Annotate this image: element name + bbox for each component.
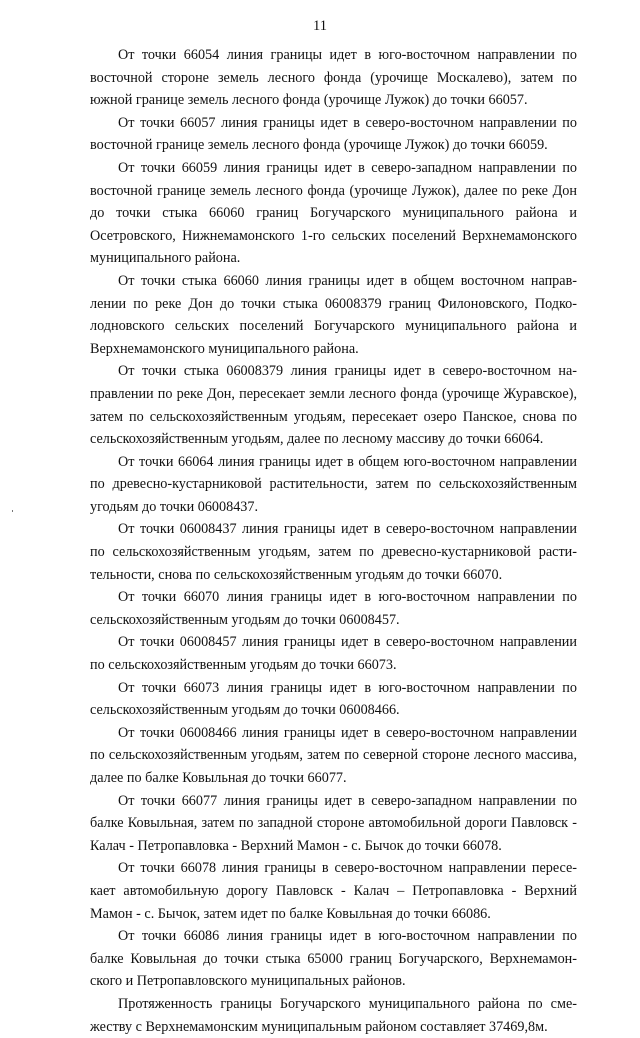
paragraph-point-66064: От точки 66064 линия границы идет в общем юго-восточном направлении по древесно-кустарниковой растительности, затем по сельскохозяйственным угодьям до точки 06008437. <box>90 453 577 515</box>
paragraph-point-06008457: От точки 06008457 линия границы идет в северо-восточном направлении по сельскохозяйственным угодьям до точки 66073. <box>90 634 577 674</box>
paragraph-junction-06008379: От точки стыка 06008379 линия границы идет в северо-восточном направлении по реке Дон, пересекает земли лесного фонда (урочище Журавское), затем по сельскохозяйственным угодьям, пересекает озеро Панское, снова по сельскохозяйственным угодьям, далее по лесному массиву до точки 66064. <box>90 363 577 448</box>
paragraph-point-66059: От точки 66059 линия границы идет в северо-западном направлении по восточной границе земель лесного фонда (урочище Лужок), далее по реке Дон до точки стыка 66060 границ Богучарского муниципального района и Осетровского, Нижнемамонского 1-го сельских поселений Верхнемамонского муниципального района. <box>90 159 577 267</box>
paragraph-point-06008466: От точки 06008466 линия границы идет в северо-восточном направлении по сельскохозяйственным угодьям, затем по северной стороне лесного массива, далее по балке Ковыльная до точки 66077. <box>90 724 577 786</box>
paragraph-border-length: Протяженность границы Богучарского муниципального района по смежеству с Верхнемамонским муниципальным районом составляет 37469,8м. <box>90 995 577 1035</box>
paragraph-point-66077: От точки 66077 линия границы идет в северо-западном направлении по балке Ковыльная, затем по западной стороне автомобильной дороги Павловск - Калач - Петропавловка - Верхний Мамон - с. Бычок до точки 66078. <box>90 792 577 854</box>
paragraph-point-66073: От точки 66073 линия границы идет в юго-восточном направлении по сельскохозяйственным угодьям до точки 06008466. <box>90 679 577 719</box>
paragraph-point-66070: От точки 66070 линия границы идет в юго-восточном направлении по сельскохозяйственным угодьям до точки 06008457. <box>90 589 577 628</box>
document-body <box>90 44 577 1038</box>
page-number: 11 <box>313 18 327 34</box>
paragraph-point-66086: От точки 66086 линия границы идет в юго-восточном направлении по балке Ковыльная до точки стыка 65000 границ Богучарского, Верхнемамонского и Петропавловского муниципальных районов. <box>90 928 577 990</box>
paragraph-point-66054: От точки 66054 линия границы идет в юго-восточном направлении по восточной стороне земель лесного фонда (урочище Москалево), затем по южной границе земель лесного фонда (урочище Лужок) до точки 66057. <box>90 47 577 109</box>
paragraph-point-06008437: От точки 06008437 линия границы идет в северо-восточном направлении по сельскохозяйственным угодьям, затем по древесно-кустарниковой растительности, снова по сельскохозяйственным угодьям до точки 66070. <box>90 521 577 583</box>
scan-speck <box>12 510 13 512</box>
paragraph-junction-66060: От точки стыка 66060 линия границы идет в общем восточном направлении по реке Дон до точки стыка 06008379 границ Филоновского, Подколодновского сельских поселений Богучарского муниципального района и Верхнемамонского муниципального района. <box>90 272 577 357</box>
paragraph-point-66057: От точки 66057 линия границы идет в северо-восточном направлении по восточной границе земель лесного фонда (урочище Лужок) до точки 66059. <box>90 114 577 154</box>
paragraph-point-66078: От точки 66078 линия границы в северо-восточном направлении пересекает автомобильную дорогу Павловск - Калач – Петропавловка - Верхний Мамон - с. Бычок, затем идет по балке Ковыльная до точки 66086. <box>90 860 577 922</box>
